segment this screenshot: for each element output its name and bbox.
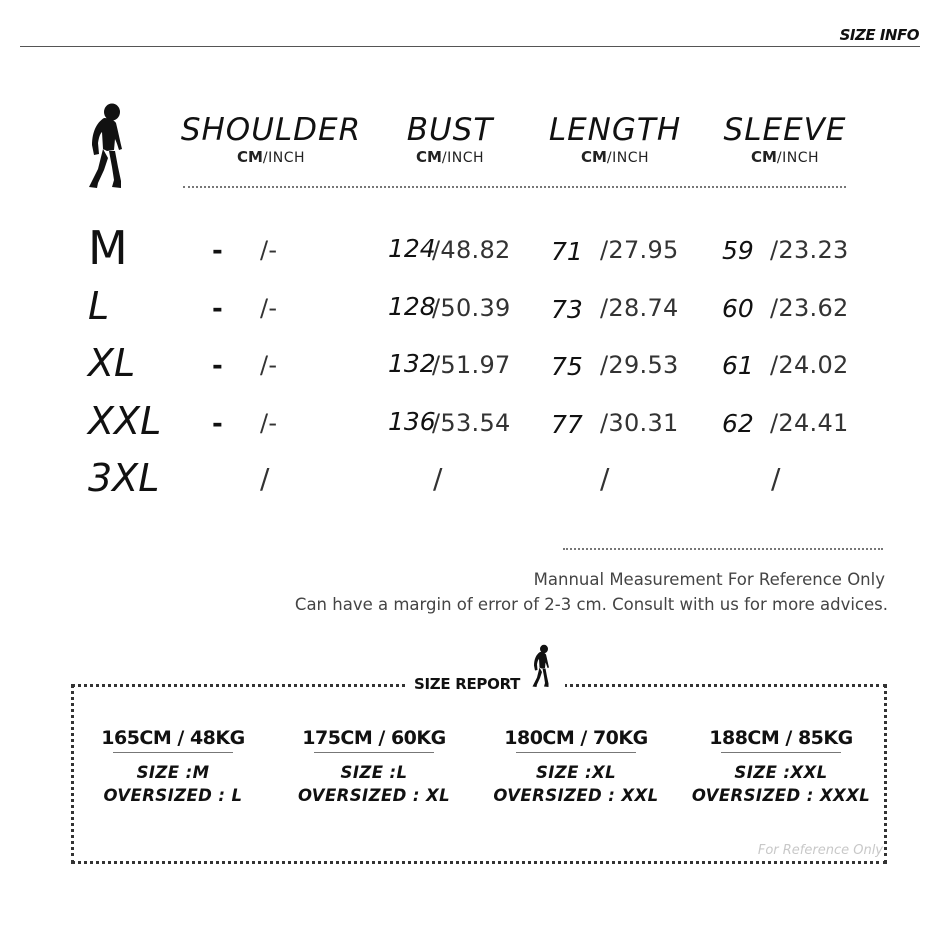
measurement-note: Mannual Measurement For Reference Only bbox=[533, 570, 885, 589]
length-inch: /29.53 bbox=[600, 351, 679, 379]
standing-person-silhouette-icon bbox=[530, 642, 554, 690]
size-report-title: SIZE REPORT bbox=[414, 675, 521, 693]
body-measurements: 188CM / 85KG bbox=[709, 727, 853, 749]
size-report-entry bbox=[681, 727, 881, 805]
length-inch: /28.74 bbox=[600, 294, 679, 322]
recommended-size: SIZE :L bbox=[340, 763, 408, 782]
shoulder-cm: - bbox=[212, 294, 223, 324]
recommended-size: SIZE :XXL bbox=[734, 763, 828, 782]
body-measurements: 180CM / 70KG bbox=[504, 727, 648, 749]
shoulder-inch: /- bbox=[260, 351, 278, 379]
sleeve-inch: /23.23 bbox=[770, 236, 849, 264]
length-cm: 73 bbox=[551, 295, 583, 324]
header-dotted-divider bbox=[183, 186, 846, 188]
length-cm: 77 bbox=[551, 410, 583, 439]
sleeve-cm: 59 bbox=[722, 236, 754, 265]
column-unit bbox=[365, 148, 535, 166]
sleeve-cm: 61 bbox=[722, 351, 754, 380]
size-label-xl: XL bbox=[88, 341, 136, 385]
column-title: SHOULDER bbox=[180, 112, 362, 148]
header-rule bbox=[20, 46, 920, 47]
bust-cm: 132 bbox=[388, 349, 436, 378]
column-unit bbox=[535, 148, 695, 166]
shoulder-inch: /- bbox=[260, 236, 278, 264]
column-bust bbox=[365, 112, 535, 166]
size-info-title: SIZE INFO bbox=[839, 26, 919, 44]
unit-inch: /INCH bbox=[441, 150, 485, 166]
shoulder-cm: - bbox=[212, 351, 223, 381]
unit-cm: CM bbox=[236, 148, 263, 166]
unit-cm: CM bbox=[415, 148, 442, 166]
bust-cm: 136 bbox=[388, 407, 436, 436]
oversized-size: OVERSIZED : XXL bbox=[493, 786, 659, 805]
bust-inch: /48.82 bbox=[432, 236, 511, 264]
column-title: BUST bbox=[406, 112, 494, 148]
unit-cm: CM bbox=[580, 148, 607, 166]
size-report-entry bbox=[476, 727, 676, 805]
size-label-3xl: 3XL bbox=[88, 456, 160, 500]
shoulder-inch: /- bbox=[260, 409, 278, 437]
column-shoulder bbox=[175, 112, 367, 166]
sleeve-inch: /23.62 bbox=[770, 294, 849, 322]
bust-inch: /51.97 bbox=[432, 351, 511, 379]
unit-cm: CM bbox=[750, 148, 777, 166]
standing-person-silhouette-icon bbox=[84, 103, 132, 189]
entry-rule bbox=[314, 752, 434, 753]
unit-inch: /INCH bbox=[776, 150, 820, 166]
bust-inch: /50.39 bbox=[432, 294, 511, 322]
bust-inch: /53.54 bbox=[432, 409, 511, 437]
recommended-size: SIZE :M bbox=[136, 763, 210, 782]
column-title: LENGTH bbox=[548, 112, 682, 148]
bust-cm: 128 bbox=[388, 292, 436, 321]
size-label-m: M bbox=[88, 221, 128, 275]
bust-cm: 124 bbox=[388, 234, 436, 263]
oversized-size: OVERSIZED : L bbox=[103, 786, 243, 805]
body-measurements: 165CM / 48KG bbox=[101, 727, 245, 749]
length-empty: / bbox=[600, 462, 610, 495]
unit-inch: /INCH bbox=[606, 150, 650, 166]
note-dotted-divider bbox=[563, 548, 883, 550]
column-sleeve bbox=[705, 112, 865, 166]
shoulder-cm: - bbox=[212, 236, 223, 266]
sleeve-cm: 62 bbox=[722, 409, 754, 438]
length-inch: /30.31 bbox=[600, 409, 679, 437]
size-report-entry bbox=[73, 727, 273, 805]
length-inch: /27.95 bbox=[600, 236, 679, 264]
entry-rule bbox=[721, 752, 841, 753]
reference-footnote: For Reference Only bbox=[757, 843, 883, 858]
size-label-l: L bbox=[88, 284, 110, 328]
margin-note: Can have a margin of error of 2-3 cm. Consult with us for more advices. bbox=[294, 595, 888, 614]
entry-rule bbox=[113, 752, 233, 753]
oversized-size: OVERSIZED : XXXL bbox=[691, 786, 871, 805]
body-measurements: 175CM / 60KG bbox=[302, 727, 446, 749]
column-unit bbox=[175, 148, 367, 166]
column-title: SLEEVE bbox=[723, 112, 847, 148]
column-unit bbox=[705, 148, 865, 166]
column-length bbox=[535, 112, 695, 166]
unit-inch: /INCH bbox=[262, 150, 306, 166]
sleeve-inch: /24.02 bbox=[770, 351, 849, 379]
recommended-size: SIZE :XL bbox=[535, 763, 617, 782]
length-cm: 71 bbox=[551, 237, 583, 266]
size-label-xxl: XXL bbox=[88, 399, 162, 443]
sleeve-inch: /24.41 bbox=[770, 409, 849, 437]
sleeve-empty: / bbox=[771, 462, 781, 495]
oversized-size: OVERSIZED : XL bbox=[297, 786, 451, 805]
length-cm: 75 bbox=[551, 352, 583, 381]
shoulder-empty: / bbox=[260, 462, 270, 495]
shoulder-cm: - bbox=[212, 409, 223, 439]
bust-empty: / bbox=[433, 462, 443, 495]
entry-rule bbox=[516, 752, 636, 753]
shoulder-inch: /- bbox=[260, 294, 278, 322]
size-report-entry bbox=[274, 727, 474, 805]
sleeve-cm: 60 bbox=[722, 294, 754, 323]
